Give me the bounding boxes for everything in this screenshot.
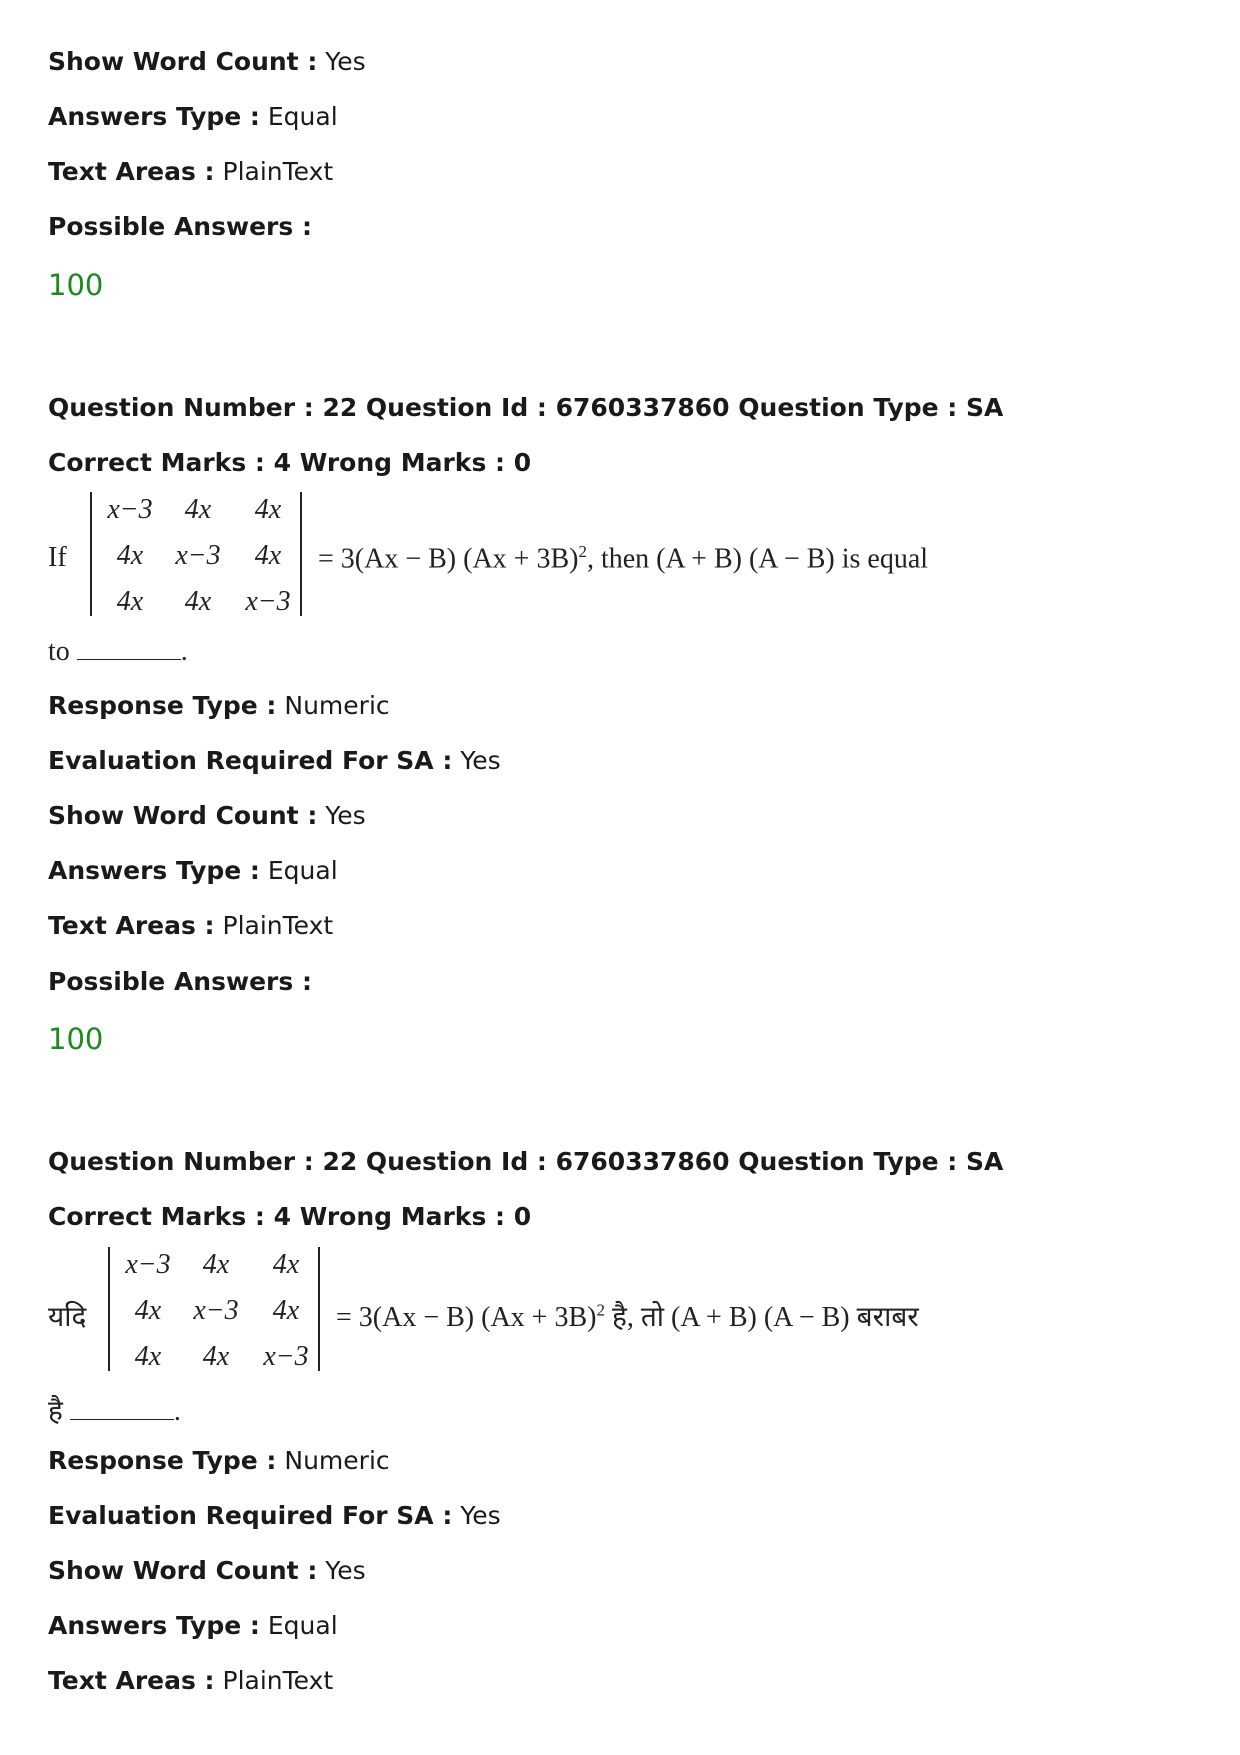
matrix-cell: 4x bbox=[272, 1295, 300, 1326]
matrix-cell: 4x bbox=[116, 586, 144, 617]
matrix-cell: x−3 bbox=[125, 1249, 171, 1280]
field-label: Show Word Count : bbox=[48, 47, 318, 76]
possible-answer-value: 100 bbox=[48, 1022, 104, 1056]
math-tail: to . bbox=[48, 636, 188, 667]
possible-answers-row: Possible Answers : bbox=[48, 967, 312, 996]
math-lead: If bbox=[48, 542, 67, 573]
matrix-cell: 4x bbox=[116, 540, 144, 571]
answers-type-row bbox=[48, 101, 338, 133]
matrix-cell: 4x bbox=[254, 494, 282, 525]
question-math-hi bbox=[48, 1245, 1048, 1435]
question-header: Question Number : 22 Question Id : 6760337860 Question Type : SA bbox=[48, 1147, 1004, 1176]
field-value: Equal bbox=[267, 102, 338, 131]
determinant-left-bar bbox=[108, 1247, 110, 1371]
matrix-cell: 4x bbox=[184, 586, 212, 617]
math-rhs: = 3(Ax − B) $(Ax + 3B)^2$, then (A + B) (A − B) is equal bbox=[318, 542, 929, 575]
matrix-cell: 4x bbox=[134, 1295, 162, 1326]
text-areas-row: Text Areas : PlainText bbox=[48, 911, 334, 940]
matrix-cell: 4x bbox=[134, 1341, 162, 1372]
matrix-cell: 4x bbox=[272, 1249, 300, 1280]
show-word-count-row: Show Word Count : Yes bbox=[48, 1556, 366, 1585]
question-marks: Correct Marks : 4 Wrong Marks : 0 bbox=[48, 448, 532, 477]
matrix-cell: 4x bbox=[202, 1341, 230, 1372]
possible-answer-value: 100 bbox=[48, 268, 104, 302]
possible-answers-row bbox=[48, 211, 312, 243]
text-areas-row bbox=[48, 156, 333, 188]
field-label: Possible Answers : bbox=[48, 212, 312, 241]
response-type-row: Response Type : Numeric bbox=[48, 691, 390, 720]
answer-blank bbox=[77, 637, 181, 660]
show-word-count-row: Show Word Count : Yes bbox=[48, 801, 366, 830]
matrix-cell: x−3 bbox=[175, 540, 221, 571]
text-areas-row: Text Areas : PlainText bbox=[48, 1666, 334, 1695]
evaluation-row: Evaluation Required For SA : Yes bbox=[48, 746, 501, 775]
question-marks: Correct Marks : 4 Wrong Marks : 0 bbox=[48, 1202, 532, 1231]
matrix-cell: 4x bbox=[202, 1249, 230, 1280]
math-tail: है . bbox=[48, 1396, 181, 1427]
response-type-row: Response Type : Numeric bbox=[48, 1446, 390, 1475]
matrix-cell: x−3 bbox=[245, 586, 291, 617]
matrix-cell: 4x bbox=[184, 494, 212, 525]
matrix-cell: x−3 bbox=[193, 1295, 239, 1326]
matrix-cell: x−3 bbox=[263, 1341, 309, 1372]
question-header: Question Number : 22 Question Id : 6760337860 Question Type : SA bbox=[48, 393, 1004, 422]
evaluation-row: Evaluation Required For SA : Yes bbox=[48, 1501, 501, 1530]
matrix-cell: x−3 bbox=[107, 494, 153, 525]
answers-type-row: Answers Type : Equal bbox=[48, 1611, 338, 1640]
matrix-cell: 4x bbox=[254, 540, 282, 571]
field-value: Yes bbox=[325, 47, 366, 76]
math-lead: यदि bbox=[48, 1302, 87, 1333]
answers-type-row: Answers Type : Equal bbox=[48, 856, 338, 885]
field-label: Answers Type : bbox=[48, 102, 260, 131]
answer-blank bbox=[70, 1397, 174, 1420]
show-word-count-row bbox=[48, 46, 366, 78]
determinant-left-bar bbox=[90, 492, 92, 616]
question-math-en bbox=[48, 490, 1048, 680]
field-value: PlainText bbox=[222, 157, 334, 186]
math-rhs: = 3(Ax − B) $(Ax + 3B)^2$ है, तो (A + B) (A − B) बराबर bbox=[336, 1300, 919, 1333]
field-label: Text Areas : bbox=[48, 157, 215, 186]
